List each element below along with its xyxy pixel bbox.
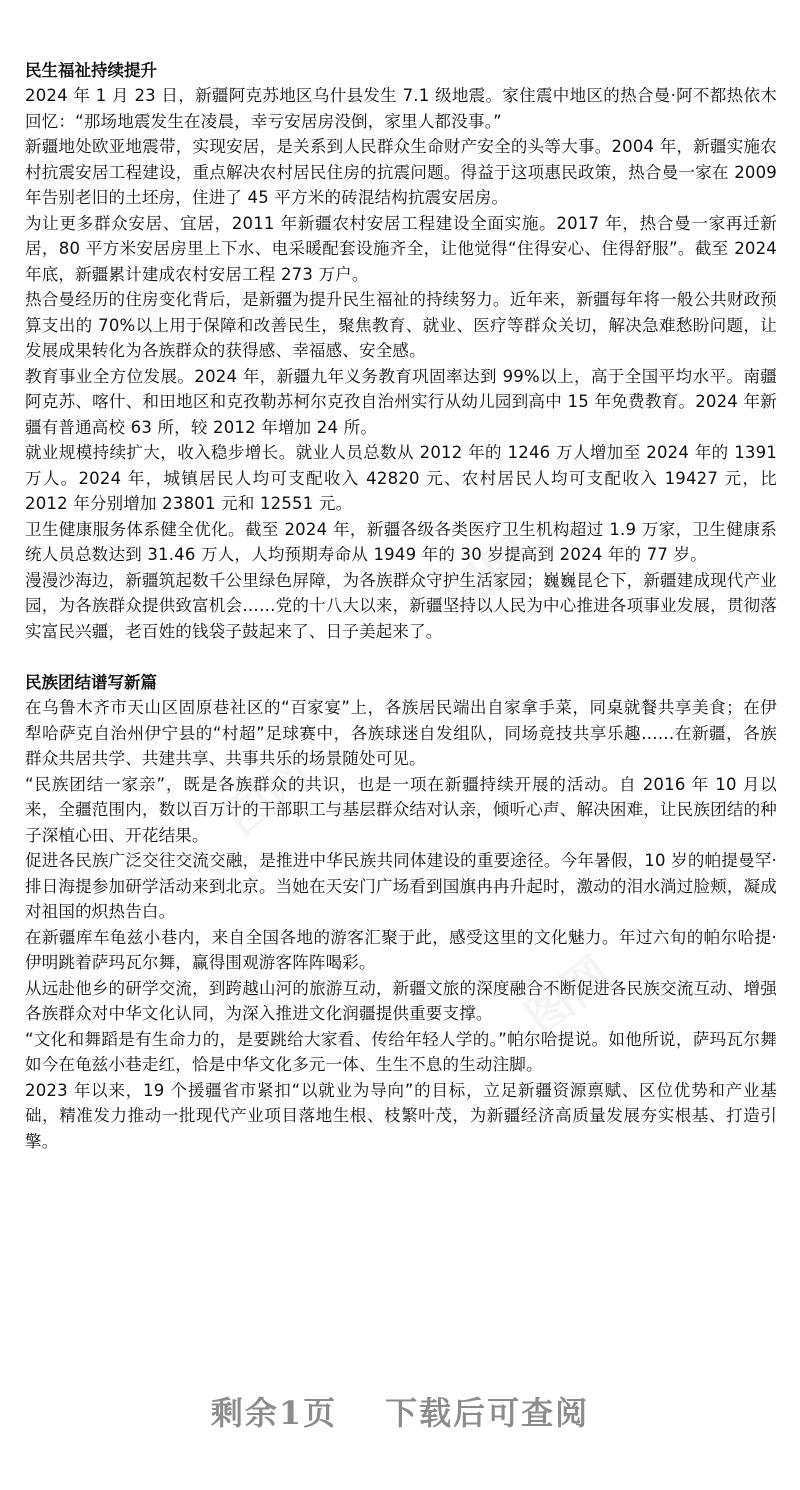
- paragraph: 卫生健康服务体系健全优化。截至 2024 年，新疆各级各类医疗卫生机构超过 1.9 万家，卫生健康系统人员总数达到 31.46 万人，人均预期寿命从 1949 年的 30 岁提高到 2024 年的 77 岁。: [25, 519, 777, 564]
- paragraph: “民族团结一家亲”，既是各族群众的共识，也是一项在新疆持续开展的活动。自 2016 年 10 月以来，全疆范围内，数以百万计的干部职工与基层群众结对认亲，倾听心声、解决困难，让民族团结的种子深植心田、开花结果。: [25, 774, 777, 845]
- paragraph: 教育事业全方位发展。2024 年，新疆九年义务教育巩固率达到 99%以上，高于全国平均水平。南疆阿克苏、喀什、和田地区和克孜勒苏柯尔克孜自治州实行从幼儿园到高中 15 年免费教育。2024 年新疆有普通高校 63 所，较 2012 年增加 24 所。: [25, 366, 777, 437]
- watermark-text: 图网: [514, 945, 621, 1045]
- section-heading: 民生福祉持续提升: [25, 61, 157, 80]
- paragraph: 新疆地处欧亚地震带，实现安居，是关系到人民群众生命财产安全的头等大事。2004 年，新疆实施农村抗震安居工程建设，重点解决农村居民住房的抗震问题。得益于这项惠民政策，热合曼一家在 2009 年告别老旧的土坯房，住进了 45 平方米的砖混结构抗震安居房。: [25, 137, 777, 207]
- paragraph: 2023 年以来，19 个援疆省市紧扣“以就业为导向”的目标，立足新疆资源禀赋、区位优势和产业基础，精准发力推动一批现代产业项目落地生根、枝繁叶茂，为新疆经济高质量发展夯实根基、打造引擎。: [25, 1080, 777, 1151]
- paragraph: 2024 年 1 月 23 日，新疆阿克苏地区乌什县发生 7.1 级地震。家住震中地区的热合曼·阿不都热依木回忆：“那场地震发生在凌晨，幸亏安居房没倒，家里人都没事。”: [25, 86, 777, 131]
- paragraph: 热合曼经历的住房变化背后，是新疆为提升民生福祉的持续努力。近年来，新疆每年将一般公共财政预算支出的 70%以上用于保障和改善民生，聚焦教育、就业、医疗等群众关切，解决急难愁盼问题，让发展成果转化为各族群众的获得感、幸福感、安全感。: [25, 290, 777, 360]
- section-spacer: [25, 644, 777, 670]
- watermark-text: 图网: [434, 525, 541, 625]
- paragraph: “文化和舞蹈是有生命力的，是要跳给大家看、传给年轻人学的。”帕尔哈提说。如他所说，萨玛瓦尔舞如今在龟兹小巷走红，恰是中华文化多元一体、生生不息的生动注脚。: [25, 1029, 777, 1074]
- section-unity: [25, 670, 777, 1154]
- remaining-pages-label: 剩余1页: [210, 1394, 338, 1432]
- section-heading: 民族团结谱写新篇: [25, 673, 157, 692]
- section-livelihood: [25, 58, 777, 644]
- watermark-text: 图网: [214, 745, 321, 845]
- document-body: [25, 58, 777, 1154]
- paragraph: 漫漫沙海边，新疆筑起数千公里绿色屏障，为各族群众守护生活家园；巍巍昆仑下，新疆建成现代产业园，为各族群众提供致富机会……党的十八大以来，新疆坚持以人民为中心推进各项事业发展，贯彻落实富民兴疆，老百姓的钱袋子鼓起来了、日子美起来了。: [25, 570, 777, 641]
- download-prompt-banner[interactable]: [0, 1388, 800, 1434]
- paragraph: 促进各民族广泛交往交流交融，是推进中华民族共同体建设的重要途径。今年暑假，10 岁的帕提曼罕·排日海提参加研学活动来到北京。当她在天安门广场看到国旗冉冉升起时，激动的泪水淌过脸颊，凝成对祖国的炽热告白。: [25, 851, 777, 921]
- paragraph: 从远赴他乡的研学交流，到跨越山河的旅游互动，新疆文旅的深度融合不断促进各民族交流互动、增强各族群众对中华文化认同，为深入推进文化润疆提供重要支撑。: [25, 978, 777, 1023]
- download-to-view-label: 下载后可查阅: [385, 1394, 590, 1432]
- paragraph: 在新疆库车龟兹小巷内，来自全国各地的游客汇聚于此，感受这里的文化魅力。年过六旬的帕尔哈提·伊明跳着萨玛瓦尔舞，赢得围观游客阵阵喝彩。: [25, 927, 777, 972]
- paragraph: 在乌鲁木齐市天山区固原巷社区的“百家宴”上，各族居民端出自家拿手菜，同桌就餐共享美食；在伊犁哈萨克自治州伊宁县的“村超”足球赛中，各族球迷自发组队，同场竞技共享乐趣……在新疆，各族群众共居共学、共建共享、共事共乐的场景随处可见。: [25, 698, 777, 768]
- paragraph: 为让更多群众安居、宜居，2011 年新疆农村安居工程建设全面实施。2017 年，热合曼一家再迁新居，80 平方米安居房里上下水、电采暖配套设施齐全，让他觉得“住得安心、住得舒服”。截至 2024 年底，新疆累计建成农村安居工程 273 万户。: [25, 213, 777, 284]
- paragraph: 就业规模持续扩大，收入稳步增长。就业人员总数从 2012 年的 1246 万人增加至 2024 年的 1391 万人。2024 年，城镇居民人均可支配收入 42820 元、农村居民人均可支配收入 19427 元，比 2012 年分别增加 23801 元和 12551 元。: [25, 443, 777, 513]
